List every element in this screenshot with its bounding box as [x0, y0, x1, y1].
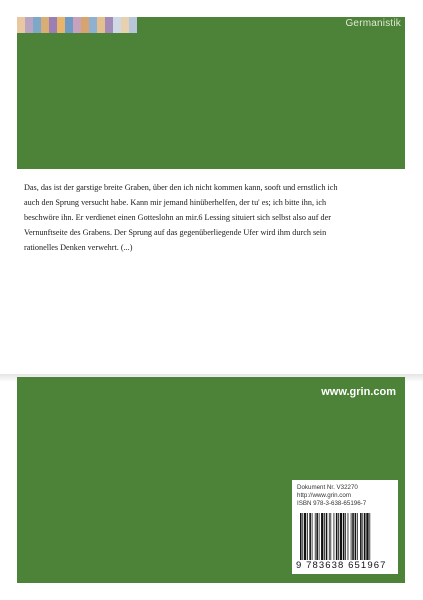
barcode-bar: [316, 513, 318, 560]
barcode-bar: [307, 513, 308, 560]
barcode-bar: [352, 513, 354, 560]
barcode-bar: [315, 513, 316, 560]
publisher-url: http://www.grin.com: [297, 492, 351, 499]
color-stripe: [57, 17, 65, 33]
color-stripe: [49, 17, 57, 33]
barcode-bar: [364, 513, 366, 560]
barcode-bar: [340, 513, 342, 560]
blurb-text: Das, das ist der garstige breite Graben, über den ich nicht kommen kann, sooft und ernstlich ich auch den Sprung versucht habe. Kann mir jemand hinüberhelfen, der tu' es; ich bitte ihn, ich beschwöre ihn. Er verdienet einen Gotteslohn an mir.6 Lessing situiert sich selbst also auf der Vernunftseite des Grabens. Der Sprung auf das gegenüberliegende Ufer wird ihm durch sein rationelles Denken verwehrt. (...): [24, 183, 338, 252]
barcode-bar: [345, 513, 346, 560]
publication-metadata: [297, 484, 366, 508]
barcode-bar: [369, 513, 370, 560]
barcode-bar: [360, 513, 362, 560]
barcode-digits: 9 783638 651967: [296, 560, 387, 571]
barcode-bar: [309, 513, 311, 560]
color-stripe-bar: [17, 17, 137, 33]
barcode-bar: [329, 513, 330, 560]
top-green-panel: [17, 17, 405, 169]
color-stripe: [97, 17, 105, 33]
barcode-graphic: [300, 513, 392, 560]
barcode-bar: [324, 513, 325, 560]
color-stripe: [65, 17, 73, 33]
barcode-bar: [300, 513, 302, 560]
barcode-label: [292, 480, 398, 574]
color-stripe: [73, 17, 81, 33]
category-label: Germanistik: [345, 18, 401, 29]
color-stripe: [17, 17, 25, 33]
barcode-bar: [312, 513, 313, 560]
barcode-bar: [334, 513, 335, 560]
color-stripe: [89, 17, 97, 33]
color-stripe: [129, 17, 137, 33]
barcode-bar: [336, 513, 338, 560]
barcode-bar: [338, 513, 339, 560]
barcode-bar: [357, 513, 358, 560]
color-stripe: [25, 17, 33, 33]
color-stripe: [113, 17, 121, 33]
color-stripe: [105, 17, 113, 33]
isbn: ISBN 978-3-638-65196-7: [297, 500, 367, 507]
color-stripe: [33, 17, 41, 33]
color-stripe: [121, 17, 129, 33]
color-stripe: [41, 17, 49, 33]
barcode-bar: [326, 513, 328, 560]
barcode-bar: [330, 513, 331, 560]
barcode-bar: [319, 513, 320, 560]
barcode-bar: [355, 513, 357, 560]
barcode-bar: [351, 513, 352, 560]
barcode-bar: [321, 513, 323, 560]
barcode-bar: [343, 513, 345, 560]
barcode-bar: [302, 513, 303, 560]
barcode-bar: [304, 513, 306, 560]
barcode-bar: [362, 513, 363, 560]
color-stripe: [81, 17, 89, 33]
barcode-bar: [366, 513, 368, 560]
publisher-website: www.grin.com: [321, 386, 396, 398]
barcode-bar: [348, 513, 349, 560]
document-number: Dokument Nr. V32270: [297, 484, 358, 491]
